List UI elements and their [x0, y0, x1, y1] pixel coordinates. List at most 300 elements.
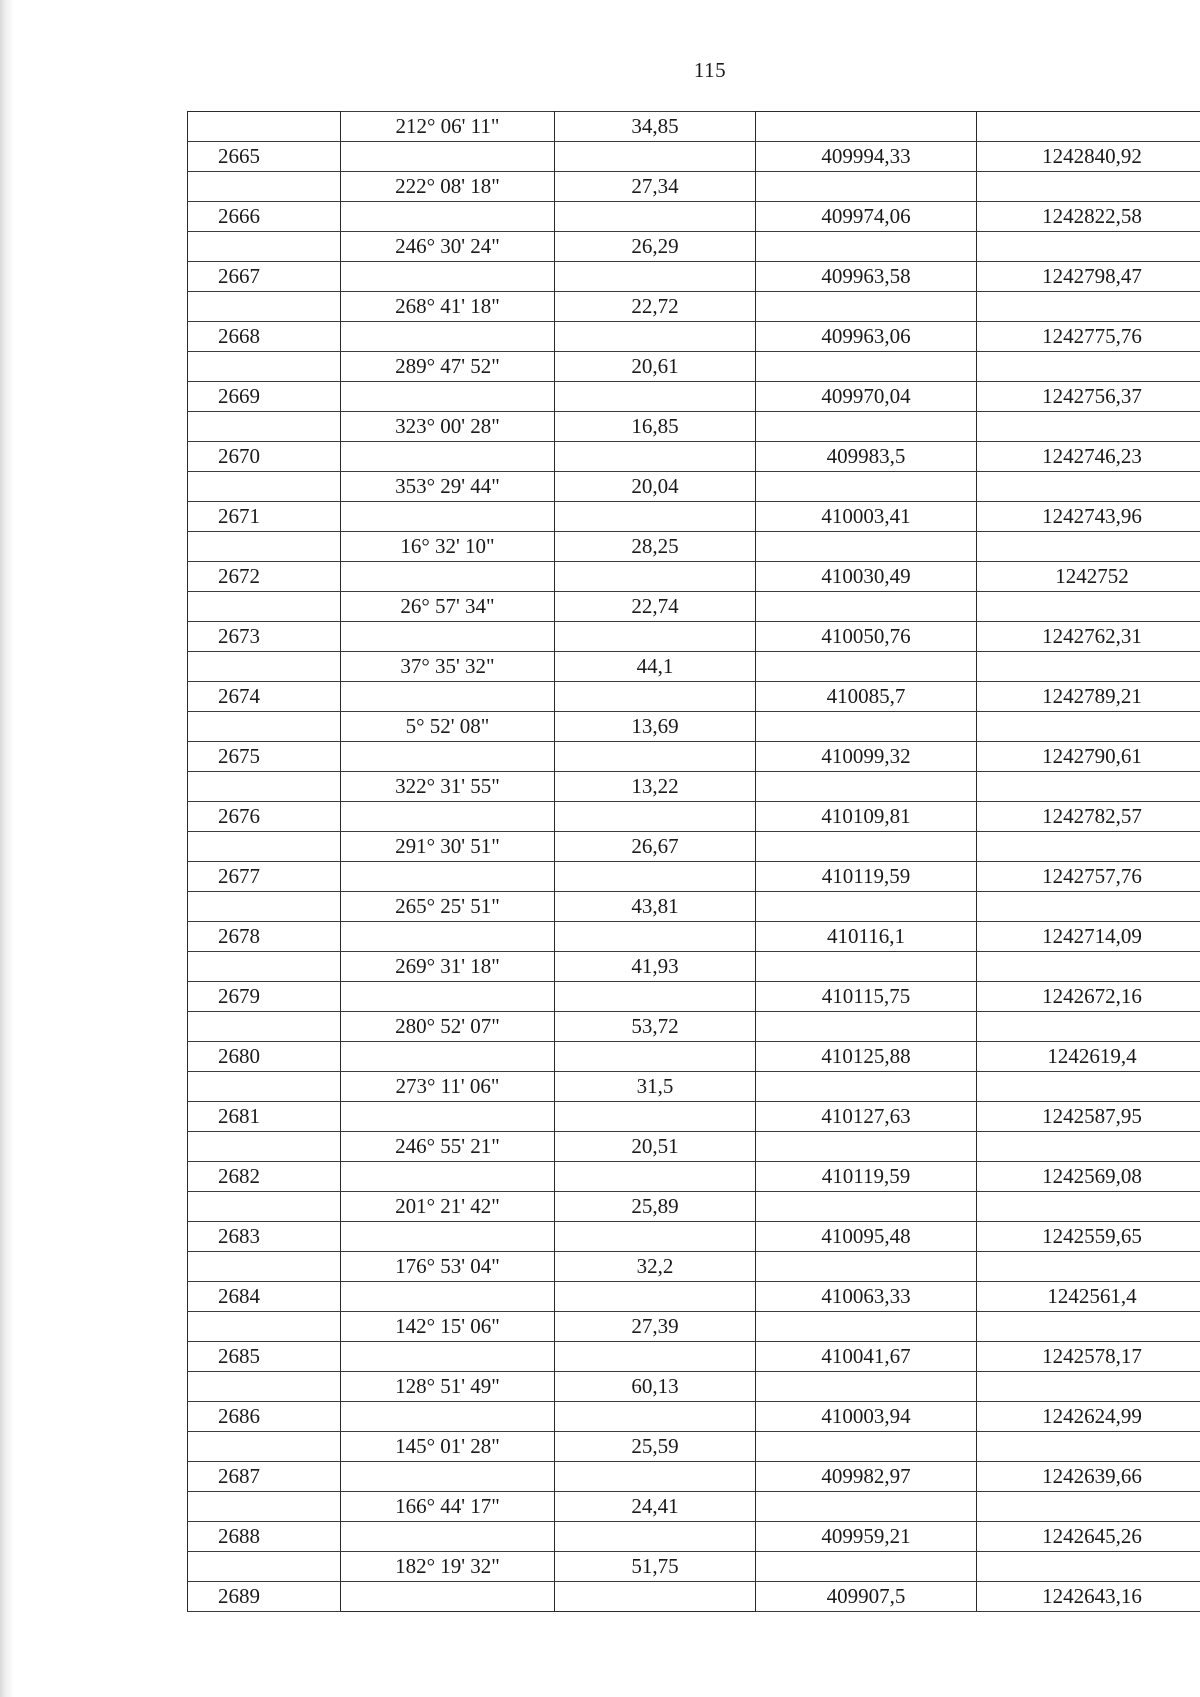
angle-cell: 145° 01' 28" — [341, 1432, 555, 1462]
angle-cell: 322° 31' 55" — [341, 772, 555, 802]
angle-cell — [341, 682, 555, 712]
point-cell — [188, 532, 341, 562]
table-row — [188, 1312, 1200, 1342]
table-row — [188, 382, 1200, 412]
distance-cell — [555, 1462, 756, 1492]
angle-cell: 289° 47' 52" — [341, 352, 555, 382]
table-row — [188, 1342, 1200, 1372]
x-cell: 409970,04 — [756, 382, 977, 412]
point-cell: 2676 — [188, 802, 341, 832]
distance-cell: 32,2 — [555, 1252, 756, 1282]
y-cell — [977, 1132, 1200, 1162]
distance-cell — [555, 1222, 756, 1252]
distance-cell: 25,89 — [555, 1192, 756, 1222]
angle-cell — [341, 802, 555, 832]
point-cell: 2674 — [188, 682, 341, 712]
x-cell — [756, 232, 977, 262]
distance-cell — [555, 502, 756, 532]
point-cell — [188, 472, 341, 502]
angle-cell: 176° 53' 04" — [341, 1252, 555, 1282]
table-row — [188, 1372, 1200, 1402]
y-cell: 1242619,4 — [977, 1042, 1200, 1072]
point-cell: 2680 — [188, 1042, 341, 1072]
y-cell: 1242790,61 — [977, 742, 1200, 772]
angle-cell: 280° 52' 07" — [341, 1012, 555, 1042]
y-cell: 1242743,96 — [977, 502, 1200, 532]
point-cell: 2671 — [188, 502, 341, 532]
x-cell — [756, 712, 977, 742]
x-cell — [756, 412, 977, 442]
x-cell: 410115,75 — [756, 982, 977, 1012]
x-cell — [756, 352, 977, 382]
y-cell — [977, 892, 1200, 922]
angle-cell: 201° 21' 42" — [341, 1192, 555, 1222]
y-cell: 1242746,23 — [977, 442, 1200, 472]
table-row — [188, 1222, 1200, 1252]
angle-cell — [341, 442, 555, 472]
point-cell: 2684 — [188, 1282, 341, 1312]
page-number: 115 — [693, 58, 727, 82]
table-row — [188, 292, 1200, 322]
table-row — [188, 1102, 1200, 1132]
distance-cell: 20,51 — [555, 1132, 756, 1162]
distance-cell — [555, 382, 756, 412]
distance-cell — [555, 622, 756, 652]
y-cell: 1242798,47 — [977, 262, 1200, 292]
x-cell: 410095,48 — [756, 1222, 977, 1252]
angle-cell: 291° 30' 51" — [341, 832, 555, 862]
x-cell — [756, 172, 977, 202]
table-row — [188, 1552, 1200, 1582]
angle-cell — [341, 502, 555, 532]
table-row — [188, 232, 1200, 262]
y-cell — [977, 1072, 1200, 1102]
y-cell: 1242714,09 — [977, 922, 1200, 952]
y-cell — [977, 832, 1200, 862]
x-cell: 410085,7 — [756, 682, 977, 712]
distance-cell — [555, 1342, 756, 1372]
table-row — [188, 502, 1200, 532]
point-cell: 2689 — [188, 1582, 341, 1612]
y-cell — [977, 1552, 1200, 1582]
y-cell — [977, 472, 1200, 502]
distance-cell — [555, 562, 756, 592]
table-row — [188, 562, 1200, 592]
table-row — [188, 892, 1200, 922]
angle-cell: 273° 11' 06" — [341, 1072, 555, 1102]
x-cell: 410003,41 — [756, 502, 977, 532]
distance-cell: 43,81 — [555, 892, 756, 922]
point-cell: 2678 — [188, 922, 341, 952]
point-cell — [188, 292, 341, 322]
distance-cell: 31,5 — [555, 1072, 756, 1102]
x-cell: 410125,88 — [756, 1042, 977, 1072]
angle-cell: 222° 08' 18" — [341, 172, 555, 202]
point-cell — [188, 952, 341, 982]
table-row — [188, 832, 1200, 862]
table-row — [188, 922, 1200, 952]
angle-cell: 268° 41' 18" — [341, 292, 555, 322]
angle-cell: 212° 06' 11" — [341, 112, 555, 142]
coordinates-table — [187, 111, 1200, 1612]
table-row — [188, 592, 1200, 622]
x-cell — [756, 892, 977, 922]
angle-cell — [341, 982, 555, 1012]
table-row — [188, 652, 1200, 682]
x-cell: 409982,97 — [756, 1462, 977, 1492]
x-cell — [756, 1552, 977, 1582]
point-cell: 2669 — [188, 382, 341, 412]
y-cell: 1242775,76 — [977, 322, 1200, 352]
x-cell — [756, 1492, 977, 1522]
table-row — [188, 172, 1200, 202]
angle-cell: 353° 29' 44" — [341, 472, 555, 502]
y-cell: 1242578,17 — [977, 1342, 1200, 1372]
angle-cell — [341, 1582, 555, 1612]
table-row — [188, 802, 1200, 832]
table-row — [188, 1432, 1200, 1462]
angle-cell: 5° 52' 08" — [341, 712, 555, 742]
y-cell: 1242561,4 — [977, 1282, 1200, 1312]
x-cell: 410099,32 — [756, 742, 977, 772]
angle-cell — [341, 1402, 555, 1432]
distance-cell: 20,61 — [555, 352, 756, 382]
x-cell — [756, 1192, 977, 1222]
distance-cell: 26,29 — [555, 232, 756, 262]
angle-cell — [341, 142, 555, 172]
point-cell: 2673 — [188, 622, 341, 652]
distance-cell — [555, 1042, 756, 1072]
distance-cell: 28,25 — [555, 532, 756, 562]
distance-cell: 27,34 — [555, 172, 756, 202]
x-cell: 410116,1 — [756, 922, 977, 952]
angle-cell — [341, 382, 555, 412]
point-cell — [188, 1192, 341, 1222]
point-cell — [188, 652, 341, 682]
x-cell — [756, 1372, 977, 1402]
distance-cell: 13,69 — [555, 712, 756, 742]
distance-cell: 34,85 — [555, 112, 756, 142]
angle-cell: 246° 30' 24" — [341, 232, 555, 262]
y-cell — [977, 1252, 1200, 1282]
point-cell — [188, 232, 341, 262]
x-cell — [756, 592, 977, 622]
y-cell — [977, 712, 1200, 742]
y-cell — [977, 232, 1200, 262]
point-cell — [188, 412, 341, 442]
distance-cell — [555, 1522, 756, 1552]
angle-cell — [341, 1282, 555, 1312]
table-row — [188, 682, 1200, 712]
y-cell — [977, 592, 1200, 622]
distance-cell — [555, 802, 756, 832]
x-cell — [756, 1432, 977, 1462]
table-row — [188, 112, 1200, 142]
coordinates-table-body — [188, 112, 1200, 1612]
distance-cell: 60,13 — [555, 1372, 756, 1402]
distance-cell: 13,22 — [555, 772, 756, 802]
angle-cell — [341, 742, 555, 772]
y-cell — [977, 352, 1200, 382]
scan-edge-shadow — [0, 0, 14, 1697]
table-row — [188, 202, 1200, 232]
y-cell — [977, 772, 1200, 802]
table-row — [188, 862, 1200, 892]
distance-cell — [555, 442, 756, 472]
distance-cell: 51,75 — [555, 1552, 756, 1582]
point-cell: 2667 — [188, 262, 341, 292]
distance-cell — [555, 1402, 756, 1432]
x-cell — [756, 1132, 977, 1162]
table-row — [188, 1582, 1200, 1612]
distance-cell — [555, 862, 756, 892]
y-cell — [977, 292, 1200, 322]
point-cell — [188, 1072, 341, 1102]
y-cell: 1242789,21 — [977, 682, 1200, 712]
distance-cell — [555, 322, 756, 352]
angle-cell: 265° 25' 51" — [341, 892, 555, 922]
angle-cell — [341, 262, 555, 292]
point-cell — [188, 712, 341, 742]
x-cell: 409983,5 — [756, 442, 977, 472]
table-row — [188, 1492, 1200, 1522]
point-cell: 2666 — [188, 202, 341, 232]
y-cell: 1242559,65 — [977, 1222, 1200, 1252]
table-row — [188, 742, 1200, 772]
distance-cell: 22,74 — [555, 592, 756, 622]
y-cell — [977, 412, 1200, 442]
point-cell — [188, 172, 341, 202]
x-cell — [756, 1312, 977, 1342]
angle-cell: 246° 55' 21" — [341, 1132, 555, 1162]
y-cell: 1242756,37 — [977, 382, 1200, 412]
x-cell — [756, 1072, 977, 1102]
point-cell — [188, 892, 341, 922]
distance-cell: 20,04 — [555, 472, 756, 502]
table-row — [188, 262, 1200, 292]
angle-cell — [341, 1102, 555, 1132]
x-cell — [756, 532, 977, 562]
x-cell: 410119,59 — [756, 1162, 977, 1192]
angle-cell — [341, 862, 555, 892]
table-row — [188, 1132, 1200, 1162]
distance-cell — [555, 262, 756, 292]
distance-cell: 26,67 — [555, 832, 756, 862]
table-row — [188, 1012, 1200, 1042]
distance-cell — [555, 1102, 756, 1132]
distance-cell: 27,39 — [555, 1312, 756, 1342]
y-cell: 1242840,92 — [977, 142, 1200, 172]
table-row — [188, 772, 1200, 802]
y-cell: 1242762,31 — [977, 622, 1200, 652]
angle-cell: 182° 19' 32" — [341, 1552, 555, 1582]
table-row — [188, 952, 1200, 982]
x-cell: 409994,33 — [756, 142, 977, 172]
x-cell: 410030,49 — [756, 562, 977, 592]
y-cell: 1242643,16 — [977, 1582, 1200, 1612]
angle-cell: 166° 44' 17" — [341, 1492, 555, 1522]
point-cell — [188, 1312, 341, 1342]
distance-cell — [555, 1582, 756, 1612]
angle-cell — [341, 1342, 555, 1372]
point-cell: 2688 — [188, 1522, 341, 1552]
angle-cell: 142° 15' 06" — [341, 1312, 555, 1342]
distance-cell: 24,41 — [555, 1492, 756, 1522]
angle-cell — [341, 1462, 555, 1492]
distance-cell — [555, 682, 756, 712]
y-cell: 1242822,58 — [977, 202, 1200, 232]
y-cell — [977, 112, 1200, 142]
point-cell — [188, 112, 341, 142]
y-cell: 1242672,16 — [977, 982, 1200, 1012]
distance-cell: 41,93 — [555, 952, 756, 982]
point-cell — [188, 592, 341, 622]
y-cell — [977, 1312, 1200, 1342]
distance-cell — [555, 742, 756, 772]
point-cell: 2681 — [188, 1102, 341, 1132]
x-cell — [756, 112, 977, 142]
angle-cell — [341, 322, 555, 352]
table-row — [188, 622, 1200, 652]
x-cell: 410127,63 — [756, 1102, 977, 1132]
table-row — [188, 532, 1200, 562]
y-cell: 1242752 — [977, 562, 1200, 592]
y-cell: 1242624,99 — [977, 1402, 1200, 1432]
point-cell: 2679 — [188, 982, 341, 1012]
point-cell — [188, 1432, 341, 1462]
angle-cell: 323° 00' 28" — [341, 412, 555, 442]
distance-cell: 16,85 — [555, 412, 756, 442]
point-cell — [188, 352, 341, 382]
x-cell — [756, 952, 977, 982]
table-row — [188, 712, 1200, 742]
y-cell: 1242639,66 — [977, 1462, 1200, 1492]
x-cell — [756, 772, 977, 802]
point-cell: 2675 — [188, 742, 341, 772]
y-cell: 1242587,95 — [977, 1102, 1200, 1132]
y-cell — [977, 172, 1200, 202]
point-cell: 2683 — [188, 1222, 341, 1252]
table-row — [188, 322, 1200, 352]
y-cell — [977, 1492, 1200, 1522]
point-cell: 2665 — [188, 142, 341, 172]
y-cell — [977, 952, 1200, 982]
point-cell — [188, 1552, 341, 1582]
y-cell: 1242645,26 — [977, 1522, 1200, 1552]
y-cell — [977, 1192, 1200, 1222]
distance-cell: 22,72 — [555, 292, 756, 322]
angle-cell — [341, 202, 555, 232]
x-cell: 410119,59 — [756, 862, 977, 892]
distance-cell — [555, 1282, 756, 1312]
angle-cell — [341, 1222, 555, 1252]
y-cell — [977, 1372, 1200, 1402]
y-cell: 1242782,57 — [977, 802, 1200, 832]
x-cell — [756, 292, 977, 322]
point-cell: 2687 — [188, 1462, 341, 1492]
point-cell — [188, 1012, 341, 1042]
table-row — [188, 1042, 1200, 1072]
y-cell: 1242569,08 — [977, 1162, 1200, 1192]
table-row — [188, 1402, 1200, 1432]
angle-cell — [341, 562, 555, 592]
point-cell — [188, 772, 341, 802]
angle-cell: 16° 32' 10" — [341, 532, 555, 562]
x-cell: 409959,21 — [756, 1522, 977, 1552]
x-cell: 409963,06 — [756, 322, 977, 352]
y-cell — [977, 1432, 1200, 1462]
point-cell: 2670 — [188, 442, 341, 472]
point-cell: 2672 — [188, 562, 341, 592]
table-row — [188, 1072, 1200, 1102]
x-cell — [756, 652, 977, 682]
distance-cell: 25,59 — [555, 1432, 756, 1462]
point-cell: 2686 — [188, 1402, 341, 1432]
x-cell: 410041,67 — [756, 1342, 977, 1372]
x-cell: 410050,76 — [756, 622, 977, 652]
angle-cell: 37° 35' 32" — [341, 652, 555, 682]
distance-cell — [555, 922, 756, 952]
y-cell — [977, 652, 1200, 682]
angle-cell — [341, 1162, 555, 1192]
x-cell: 410003,94 — [756, 1402, 977, 1432]
point-cell — [188, 1132, 341, 1162]
x-cell — [756, 1252, 977, 1282]
x-cell — [756, 472, 977, 502]
x-cell — [756, 1012, 977, 1042]
table-row — [188, 1192, 1200, 1222]
point-cell — [188, 1252, 341, 1282]
point-cell: 2677 — [188, 862, 341, 892]
distance-cell: 53,72 — [555, 1012, 756, 1042]
distance-cell — [555, 982, 756, 1012]
table-row — [188, 1252, 1200, 1282]
table-row — [188, 1462, 1200, 1492]
point-cell: 2685 — [188, 1342, 341, 1372]
x-cell: 410109,81 — [756, 802, 977, 832]
table-row — [188, 1162, 1200, 1192]
point-cell: 2682 — [188, 1162, 341, 1192]
angle-cell — [341, 622, 555, 652]
table-row — [188, 1522, 1200, 1552]
angle-cell: 128° 51' 49" — [341, 1372, 555, 1402]
point-cell — [188, 1492, 341, 1522]
angle-cell: 26° 57' 34" — [341, 592, 555, 622]
distance-cell — [555, 202, 756, 232]
table-row — [188, 982, 1200, 1012]
point-cell — [188, 1372, 341, 1402]
x-cell: 409963,58 — [756, 262, 977, 292]
x-cell: 409974,06 — [756, 202, 977, 232]
table-row — [188, 1282, 1200, 1312]
distance-cell: 44,1 — [555, 652, 756, 682]
table-row — [188, 412, 1200, 442]
table-row — [188, 442, 1200, 472]
point-cell: 2668 — [188, 322, 341, 352]
point-cell — [188, 832, 341, 862]
table-row — [188, 352, 1200, 382]
x-cell: 410063,33 — [756, 1282, 977, 1312]
table-row — [188, 142, 1200, 172]
y-cell — [977, 1012, 1200, 1042]
x-cell: 409907,5 — [756, 1582, 977, 1612]
distance-cell — [555, 1162, 756, 1192]
angle-cell — [341, 1042, 555, 1072]
distance-cell — [555, 142, 756, 172]
angle-cell — [341, 1522, 555, 1552]
angle-cell — [341, 922, 555, 952]
y-cell: 1242757,76 — [977, 862, 1200, 892]
